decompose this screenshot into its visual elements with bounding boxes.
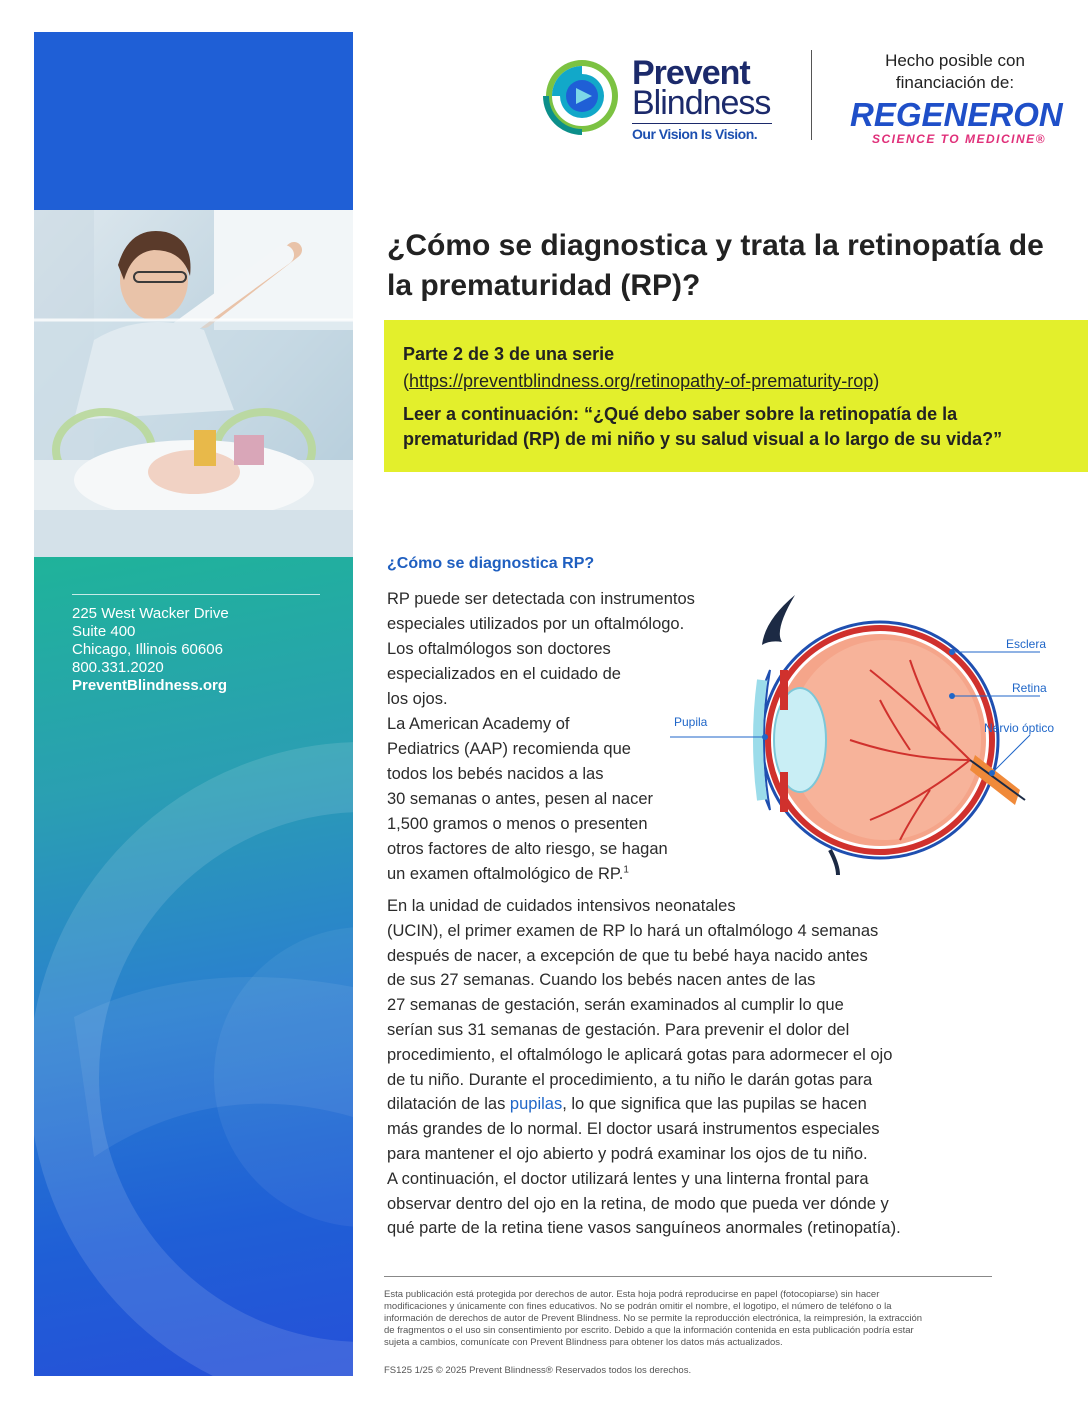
- copyright-notice: [384, 1289, 994, 1349]
- brand-wordmark: [632, 54, 771, 122]
- text-line: observar dentro del ojo en la retina, de modo que pueda ver dónde y: [387, 1194, 889, 1213]
- header-divider: [811, 50, 812, 140]
- text-line: En la unidad de cuidados intensivos neonatales: [387, 897, 736, 915]
- label-retina: Retina: [1012, 681, 1047, 695]
- brand-line-1: Prevent: [632, 54, 750, 92]
- sidebar: [34, 32, 353, 1376]
- text-line: de sus 27 semanas. Cuando los bebés nacen antes de las: [387, 971, 816, 990]
- text-line: A continuación, el doctor utilizará lentes y una linterna frontal para: [387, 1169, 869, 1188]
- text-line-body: un examen oftalmológico de RP.: [387, 865, 624, 883]
- sidebar-blue-band: [34, 32, 353, 210]
- page-title: ¿Cómo se diagnostica y trata la retinopatía de la prematuridad (RP)?: [387, 229, 1044, 302]
- eye-logo-icon: [542, 52, 622, 144]
- phone-number[interactable]: 800.331.2020: [72, 659, 164, 676]
- text-line: de tu niño. Durante el procedimiento, a tu niño le darán gotas para: [387, 1070, 873, 1089]
- contact-address: [72, 605, 229, 695]
- text-line: más grandes de lo normal. El doctor usará instrumentos especiales: [387, 1120, 880, 1139]
- label-pupil: Pupila: [674, 715, 708, 729]
- brand-rule: [632, 123, 772, 124]
- address-city: Chicago, Illinois 60606: [72, 641, 223, 658]
- series-url-link[interactable]: https://preventblindness.org/retinopathy-of-prematurity-rop: [409, 371, 874, 391]
- url-paren-close: ): [873, 371, 880, 391]
- text-line: [387, 1092, 957, 1117]
- brand-line-2: Blindness: [632, 84, 771, 122]
- sponsor-tagline: SCIENCE TO MEDICINE®: [872, 132, 1046, 146]
- address-street: 225 West Wacker Drive: [72, 605, 229, 622]
- read-next: Leer a continuación: “¿Qué debo saber sobre la retinopatía de la prematuridad (RP) de mi niño y su salud visual a lo largo de su vida?”: [403, 404, 1003, 449]
- series-url-line: [403, 371, 879, 392]
- address-suite: Suite 400: [72, 623, 136, 640]
- text-line: procedimiento, el oftalmólogo le aplicará gotas para adormecer el ojo: [387, 1045, 893, 1064]
- sidebar-divider: [72, 594, 320, 595]
- sponsor-logo: REGENERON: [850, 96, 1063, 133]
- footer-line: Esta publicación está protegida por derechos de autor. Esta hoja podrá reproducirse en papel (fotocopiarse) sin hacer: [384, 1289, 880, 1300]
- text-line: para mantener el ojo abierto y podrá examinar los ojos de tu niño.: [387, 1144, 868, 1163]
- text-line: La American Academy of: [387, 715, 570, 733]
- text-line: después de nacer, a excepción de que tu bebé haya nacido antes: [387, 946, 868, 965]
- footer-line: de fragmentos o el uso sin consentimiento por escrito. Debido a que la información contenida en esta publicación podría estar: [384, 1325, 914, 1336]
- series-label: Parte 2 de 3 de una serie: [403, 344, 615, 364]
- prevent-blindness-logo: [542, 48, 778, 144]
- footer-divider: [384, 1276, 992, 1277]
- nicu-photo: [34, 210, 353, 557]
- series-callout: [384, 320, 1088, 472]
- funding-note: Hecho posible con financiación de:: [885, 51, 1025, 92]
- document-code: FS125 1/25 © 2025 Prevent Blindness® Reservados todos los derechos.: [384, 1365, 692, 1376]
- pupils-link[interactable]: pupilas: [509, 1095, 563, 1114]
- text-line: especiales utilizados por un oftalmólogo.: [387, 615, 685, 633]
- footer-line: sujeta a cambios, comunícate con Prevent Blindness para obtener los datos más actualizados.: [384, 1337, 783, 1348]
- text-line: 30 semanas o antes, pesen al nacer: [387, 790, 654, 808]
- text-fragment: , lo que significa que las pupilas se hacen: [562, 1095, 867, 1114]
- text-line: los ojos.: [387, 690, 448, 708]
- label-optic-nerve: Nervio óptico: [984, 721, 1055, 735]
- sidebar-gradient-panel: [34, 557, 353, 1376]
- text-line: otros factores de alto riesgo, se hagan: [387, 840, 668, 858]
- footnote-marker: 1: [623, 864, 629, 876]
- text-line: serían sus 31 semanas de gestación. Para prevenir el dolor del: [387, 1020, 850, 1039]
- text-line: Los oftalmólogos son doctores: [387, 640, 611, 658]
- text-line: 1,500 gramos o menos o presenten: [387, 815, 648, 833]
- text-line: Pediatrics (AAP) recomienda que: [387, 740, 631, 758]
- text-line: 27 semanas de gestación, serán examinados al cumplir lo que: [387, 996, 844, 1015]
- footer-line: modificaciones y únicamente con fines educativos. No se podrán omitir el nombre, el logotipo, el número de teléfono o la: [384, 1301, 892, 1312]
- eye-anatomy-diagram: [670, 590, 1070, 875]
- url-paren-open: (: [403, 371, 409, 391]
- text-line: (UCIN), el primer examen de RP lo hará un oftalmólogo 4 semanas: [387, 921, 879, 940]
- section-heading: ¿Cómo se diagnostica RP?: [387, 555, 595, 572]
- exam-paragraph: [387, 894, 957, 1241]
- label-sclera: Esclera: [1006, 637, 1047, 651]
- text-line: todos los bebés nacidos a las: [387, 765, 604, 783]
- text-line: especializados en el cuidado de: [387, 665, 621, 683]
- text-line: RP puede ser detectada con instrumentos: [387, 590, 695, 608]
- brand-tagline: Our Vision Is Vision.: [632, 126, 758, 142]
- footer-line: información de derechos de autor de Prevent Blindness. No se permite la reproducción electrónica, la reimpresión, la extracción: [384, 1313, 923, 1324]
- text-fragment: dilatación de las: [387, 1095, 510, 1114]
- text-line: qué parte de la retina tiene vasos sanguíneos anormales (retinopatía).: [387, 1219, 901, 1238]
- website-link[interactable]: PreventBlindness.org: [72, 677, 228, 694]
